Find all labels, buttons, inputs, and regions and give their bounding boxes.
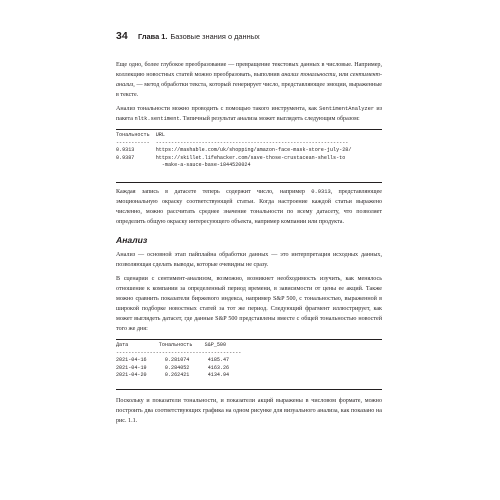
term-sentiment-analysis: анализ тональности bbox=[281, 72, 336, 78]
code-block-sentiment-urls bbox=[116, 129, 382, 183]
inline-code-package: nltk.sentiment bbox=[134, 116, 180, 122]
paragraph-analyzer-tool: Анализ тональности можно проводить с помощью такого инструмента, как SentimentAnalyzer из пакета nltk.sentiment. Типичный результат анализа может выглядеть следующим образом: bbox=[116, 106, 383, 122]
code-row: 2021-04-20 0.262421 4134.94 bbox=[116, 372, 230, 379]
code-header: Дата Тональность S&P_500 bbox=[116, 342, 227, 348]
book-page bbox=[116, 30, 382, 426]
code-row: 0.9313 https://mashable.com/uk/shopping/amazon-face-mask-store-july-28/ bbox=[116, 147, 352, 154]
running-header bbox=[116, 30, 382, 46]
code-separator: ----------- --------------------------------------------------------------- bbox=[116, 139, 349, 146]
code-separator: ----------------------------------------- bbox=[116, 349, 242, 356]
chapter-title: Базовые знания о данных bbox=[170, 32, 260, 41]
code-row: 2021-04-19 0.284052 4163.26 bbox=[116, 364, 230, 371]
paragraph-sp500-scenario: В сценарии с сентимент-анализом, возможно, возникнет необходимость изучить, как менялось отношение к компании за определенный период времени, в зависимости от цены ее акций. Также можно сравнить показатели биржевого индекса, например S&P 500, с тональностью, выраженной в широкой подборке новостных статей за тот же период. Следующий фрагмент иллюстрирует, как может выглядеть датасет, где данные S&P 500 представлены вместе с общей тональностью новостей того же дня: bbox=[116, 276, 382, 332]
section-heading-analysis: Анализ bbox=[116, 235, 148, 245]
inline-code-analyzer: SentimentAnalyzer bbox=[319, 106, 375, 112]
code-block-sp500 bbox=[116, 339, 382, 390]
code-row: 2021-04-16 0.281074 4185.47 bbox=[116, 357, 230, 364]
page-number: 34 bbox=[116, 30, 128, 42]
paragraph-sentiment-intro: Еще одно, более глубокое преобразование — превращение текстовых данных в числовые. Например, коллекцию новостных статей можно преобразовать, выполнив анализ тональности, или сентимент-анализ, — метод обработки текста, который генерирует число, представляющее эмоции, выраженные в тексте. bbox=[116, 62, 382, 98]
inline-code-score: 0.9313 bbox=[311, 189, 331, 195]
chapter-label: Глава 1. bbox=[138, 32, 168, 41]
code-row: 0.9387 https://skillet.lifehacker.com/save-those-crustacean-shells-to -make-a-sauce-base-1844520024 bbox=[116, 154, 346, 169]
term-sentiment-analysis-alt: сентимент-анализ bbox=[116, 72, 382, 88]
paragraph-dataset-score: Каждая запись в датасете теперь содержит число, например 0.9313, представляющее эмоциональную окраску соответствующей статьи. Когда настроение каждой статьи выражено численно, можно рассчитать среднее значение тональности по всему датасету, что позволяет определить общую окраску интересующего объекта, например компании или продукта. bbox=[116, 189, 382, 225]
paragraph-analysis-definition: Анализ — основной этап пайплайна обработки данных — это интерпретация исходных данных, позволяющая сделать выводы, которые очевидны не сразу. bbox=[116, 252, 382, 268]
code-header: Тональность URL bbox=[116, 132, 165, 138]
paragraph-plot-conclusion: Поскольку и показатели тональности, и показатели акций выражены в числовом формате, можно построить два соответствующих графика на одном рисунке для визуального анализа, как показано на рис. 1.1. bbox=[116, 398, 382, 424]
